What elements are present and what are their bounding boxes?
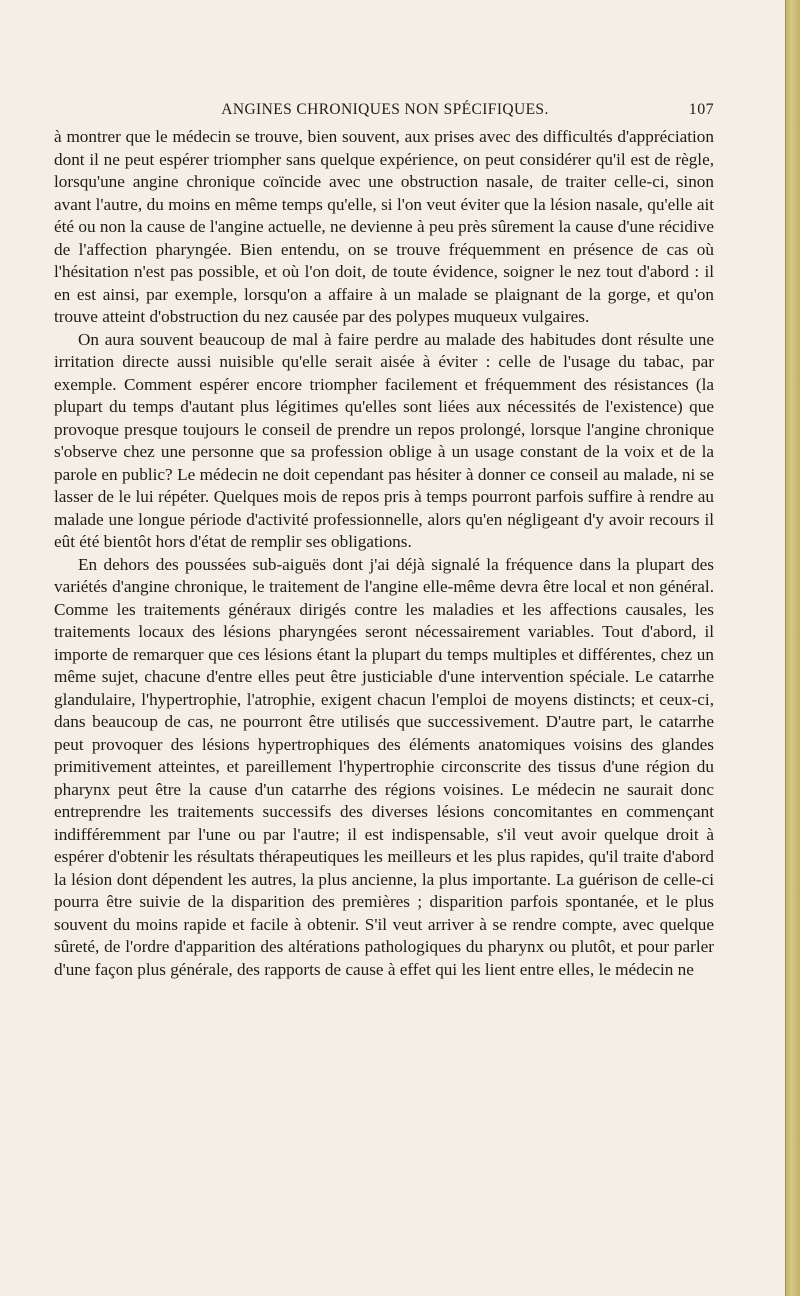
running-title: ANGINES CHRONIQUES NON SPÉCIFIQUES.: [221, 101, 549, 118]
paragraph-2: On aura souvent beaucoup de mal à faire perdre au malade des habitudes dont résulte une irritation directe aussi nuisible qu'elle serait aisée à éviter : celle de l'usage du tabac, par exemple. Comment espérer encore triompher facilement et fréquemment des résistances (la plupart du temps d'autant plus légitimes qu'elles sont liées aux nécessités de l'existence) que provoque presque toujours le conseil de prendre un repos prolongé, lorsque l'angine chronique s'observe chez une personne que sa profession oblige à un usage constant de la voix et de la parole en public? Le médecin ne doit cependant pas hésiter à donner ce conseil au malade, ni se lasser de le lui répéter. Quelques mois de repos pris à temps pourront parfois suffire à rendre au malade une longue période d'activité professionnelle, alors qu'en négligeant d'y avoir recours il eût été bientôt hors d'état de remplir ses obligations.: [54, 329, 714, 551]
page-header: [56, 101, 714, 123]
page-number: 107: [688, 101, 714, 118]
paragraph-3: En dehors des poussées sub-aiguës dont j'ai déjà signalé la fréquence dans la plupart des variétés d'angine chronique, le traitement de l'angine elle-même devra être local et non général. Comme les traitements généraux dirigés contre les maladies et les affections causales, les traitements locaux des lésions pharyngées seront nécessairement variables. Tout d'abord, il importe de remarquer que ces lésions étant la plupart du temps multiples et différentes, chez un même sujet, chacune d'entre elles peut être justiciable d'une intervention spéciale. Le catarrhe glandulaire, l'hypertrophie, l'atrophie, exigent chacun l'emploi de moyens distincts; et ceux-ci, dans beaucoup de cas, ne pourront être utilisés que successivement. D'autre part, le catarrhe peut provoquer des lésions hypertrophiques des éléments anatomiques voisins des glandes primitivement atteintes, et pareillement l'hypertrophie circonscrite des tissus d'une région du pharynx peut être la cause d'un catarrhe des régions voisines. Le médecin ne saurait donc entreprendre les traitements successifs des diverses lésions concomitantes en commençant indifféremment par l'une ou par l'autre; il est indispensable, s'il veut avoir quelque droit à espérer d'obtenir les résultats thérapeutiques les meilleurs et les plus rapides, qu'il traite d'abord la lésion dont dépendent les autres, la plus ancienne, la plus importante. La guérison de celle-ci pourra être suivie de la disparition des premières ; disparition parfois spontanée, et le plus souvent du moins rapide et facile à obtenir. S'il veut arriver à se rendre compte, avec quelque sûreté, de l'ordre d'apparition des altérations pathologiques du pharynx ou plutôt, et pour parler d'une façon plus générale, des rapports de cause à effet qui les lient entre elles, le médecin ne: [54, 554, 714, 979]
body-text: [54, 126, 714, 981]
page-edge: [785, 0, 800, 1296]
paragraph-1: à montrer que le médecin se trouve, bien souvent, aux prises avec des difficultés d'appréciation dont il ne peut espérer triompher sans quelque expérience, on peut considérer qu'il est de règle, lorsqu'une angine chronique coïncide avec une obstruction nasale, de traiter celle-ci, sinon avant l'autre, du moins en même temps qu'elle, si l'on veut éviter que la lésion nasale, qu'elle ait été ou non la cause de l'angine actuelle, ne devienne à peu près sûrement la cause d'une récidive de l'affection pharyngée. Bien entendu, on se trouve fréquemment en présence de cas où l'hésitation n'est pas possible, et où l'on doit, de toute évidence, soigner le nez tout d'abord : il en est ainsi, par exemple, lorsqu'on a affaire à un malade se plaignant de la gorge, et qu'on trouve atteint d'obstruction du nez causée par des polypes muqueux vulgaires.: [54, 127, 714, 326]
